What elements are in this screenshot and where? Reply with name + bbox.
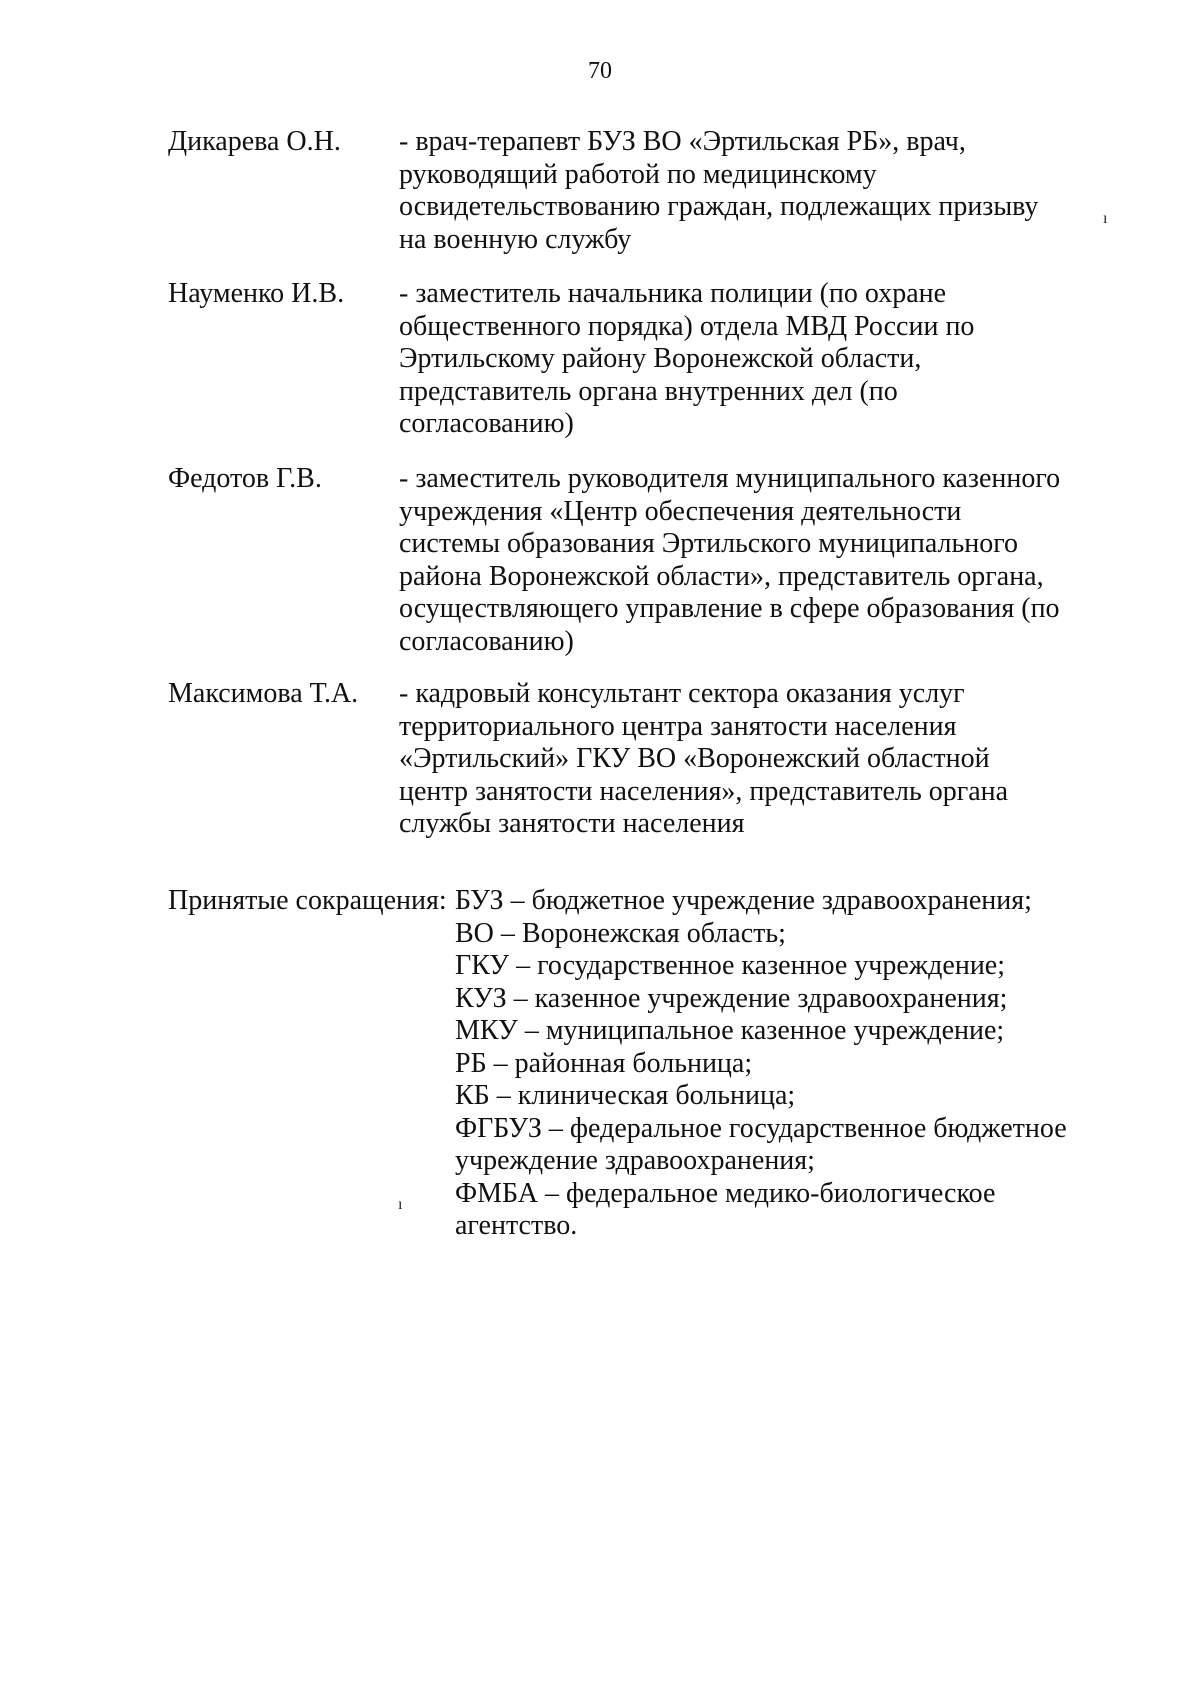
member-role: - врач-терапевт БУЗ ВО «Эртильская РБ», врач, руководящий работой по медицинскому освидетельствованию граждан, подлежащих призыву на военную службу — [399, 126, 1039, 255]
member-name: Максимова Т.А. — [168, 678, 359, 709]
member-role: - заместитель начальника полиции (по охране общественного порядка) отдела МВД России по Эртильскому району Воронежской области, представитель органа внутренних дел (по согласованию) — [399, 278, 975, 439]
member-role: - кадровый консультант сектора оказания услуг территориального центра занятости населения «Эртильский» ГКУ ВО «Воронежский областной центр занятости населения», представитель органа службы занятости населения — [399, 678, 1009, 839]
abbreviation-item: КУЗ – казенное учреждение здравоохранения; — [455, 982, 1008, 1014]
abbreviation-item: ФГБУЗ – федеральное государственное бюджетное учреждение здравоохранения; — [455, 1112, 1067, 1176]
abbreviation-item: МКУ – муниципальное казенное учреждение; — [455, 1015, 1005, 1046]
member-role: - заместитель руководителя муниципального казенного учреждения «Центр обеспечения деятельности системы образования Эртильского муниципального района Воронежской области», представитель органа, осуществляющего управление в сфере образования (по согласованию) — [399, 463, 1061, 657]
abbreviation-item: ВО – Воронежская область; — [455, 917, 786, 949]
abbreviation-item: РБ – районная больница; — [455, 1047, 753, 1079]
member-name: Федотов Г.В. — [168, 463, 322, 494]
page-number: 70 — [588, 58, 612, 84]
member-name: Науменко И.В. — [168, 278, 345, 309]
scan-mark: ı — [398, 1196, 403, 1213]
abbreviation-item: КБ – клиническая больница; — [455, 1080, 796, 1111]
abbreviations-label: Принятые сокращения: — [168, 885, 447, 916]
abbreviation-item: ФМБА – федеральное медико-биологическое агентство. — [455, 1177, 996, 1241]
abbreviation-item: БУЗ – бюджетное учреждение здравоохранения; — [455, 885, 1032, 916]
member-name: Дикарева О.Н. — [168, 126, 341, 157]
scan-mark: ı — [1103, 210, 1108, 227]
abbreviations-list — [455, 885, 1095, 1243]
abbreviation-item: ГКУ – государственное казенное учреждение; — [455, 950, 1006, 981]
